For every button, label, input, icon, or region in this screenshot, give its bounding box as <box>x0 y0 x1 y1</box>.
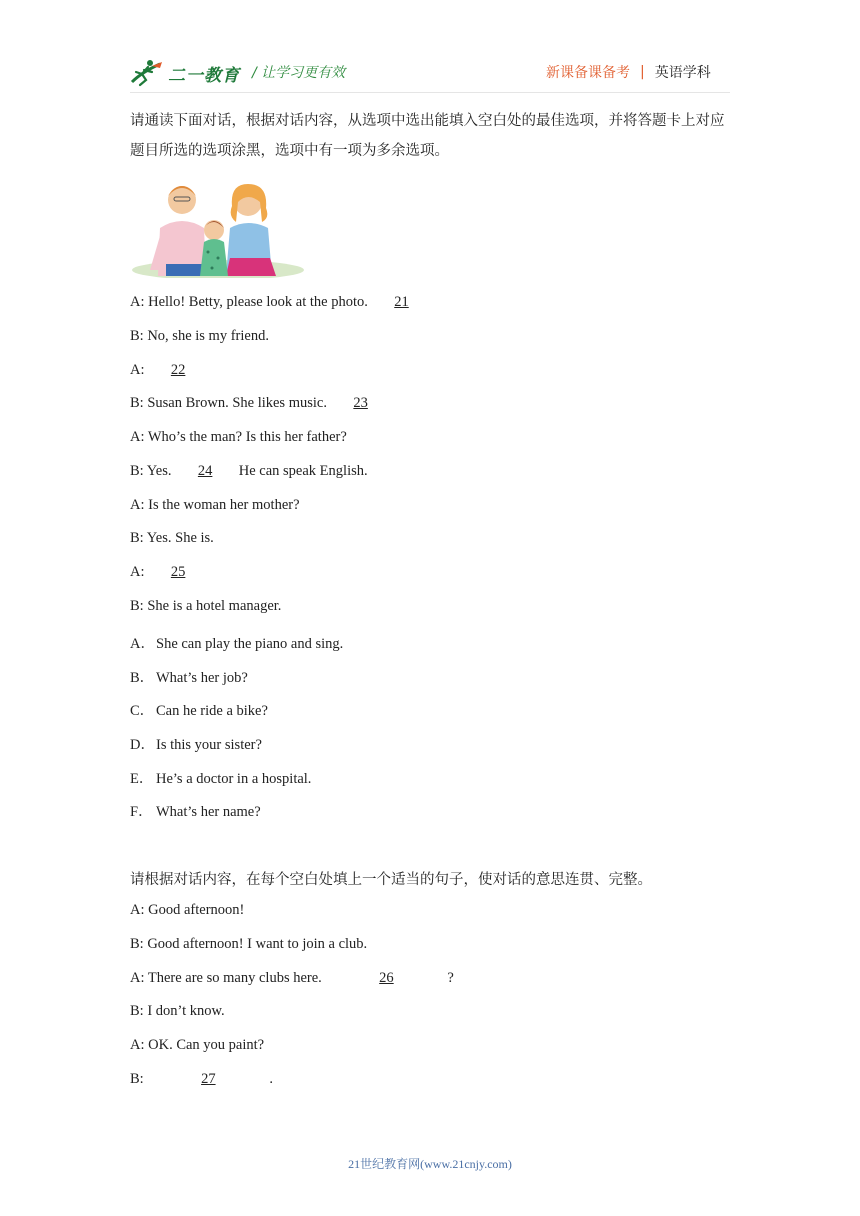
option-text: What’s her name? <box>156 804 261 820</box>
family-illustration <box>130 178 305 278</box>
dialogue-line-24: B: Yes. 24 He can speak English. <box>130 463 368 479</box>
option-c[interactable] <box>130 699 268 720</box>
dialogue-line-22: A: 22 <box>130 362 208 379</box>
option-letter: C． <box>130 703 155 719</box>
dialogue-line: A: Who’s the man? Is this her father? <box>130 429 347 445</box>
blank-25[interactable]: 25 <box>170 564 186 580</box>
option-letter: F． <box>130 804 153 820</box>
blank-26[interactable]: 26 <box>379 970 394 986</box>
blank-24[interactable]: 24 <box>197 463 213 479</box>
logo <box>130 58 240 88</box>
dialogue-line-25: A: 25 <box>130 564 208 581</box>
option-text: She can play the piano and sing. <box>156 636 344 652</box>
dialogue-line: B: She is a hotel manager. <box>130 598 282 614</box>
header-separator: | <box>640 64 645 80</box>
dialogue-line: B: I don’t know. <box>130 1003 225 1019</box>
dialogue-line-26: A: There are so many clubs here. 26 ? <box>130 970 454 986</box>
header-divider <box>130 92 730 93</box>
dialogue-line: A: Good afternoon! <box>130 902 245 918</box>
header-subject <box>546 62 711 82</box>
dialogue-line-21: A: Hello! Betty, please look at the photo. 21 <box>130 294 431 311</box>
dialogue-line-23: B: Susan Brown. She likes music. 23 <box>130 395 391 412</box>
option-letter: B． <box>130 670 155 686</box>
section2-instructions: 请根据对话内容，在每个空白处填上一个适当的句子，使对话的意思连贯、完整。 <box>130 872 652 888</box>
option-letter: A． <box>130 636 155 652</box>
dialogue-line: B: No, she is my friend. <box>130 328 269 344</box>
blank-22[interactable]: 22 <box>170 362 186 378</box>
section1-instructions: 请通读下面对话，根据对话内容，从选项中选出能填入空白处的最佳选项，并将答题卡上对应题目所选的选项涂黑，选项中有一项为多余选项。 <box>130 113 725 159</box>
blank-21[interactable]: 21 <box>394 294 409 310</box>
blank-27[interactable]: 27 <box>201 1071 216 1087</box>
dialogue-line-27: B: 27 . <box>130 1071 273 1087</box>
option-text: Is this your sister? <box>156 737 262 753</box>
page-header <box>0 0 860 100</box>
option-text: Can he ride a bike? <box>156 703 268 719</box>
option-text: What’s her job? <box>156 670 248 686</box>
dialogue-line: B: Good afternoon! I want to join a club. <box>130 936 368 952</box>
page-footer[interactable]: 21世纪教育网(www.21cnjy.com) <box>348 1157 512 1171</box>
option-d[interactable] <box>130 733 262 754</box>
header-subject-label: 英语学科 <box>654 65 711 81</box>
option-b[interactable] <box>130 666 248 687</box>
option-e[interactable] <box>130 767 311 788</box>
dialogue-line: B: Yes. She is. <box>130 530 214 546</box>
header-course-label: 新课备课备考 <box>546 65 630 81</box>
option-letter: D． <box>130 737 155 753</box>
dialogue-line: A: Is the woman her mother? <box>130 497 300 513</box>
running-man-logo-icon <box>130 58 166 88</box>
blank-23[interactable]: 23 <box>353 395 368 411</box>
logo-text: 二一教育 <box>168 65 240 86</box>
option-f[interactable] <box>130 800 261 821</box>
option-text: He’s a doctor in a hospital. <box>156 771 312 787</box>
option-a[interactable] <box>130 632 343 653</box>
dialogue-line: A: OK. Can you paint? <box>130 1037 265 1053</box>
slogan: / 让学习更有效 <box>252 65 346 81</box>
option-letter: E． <box>130 771 154 787</box>
